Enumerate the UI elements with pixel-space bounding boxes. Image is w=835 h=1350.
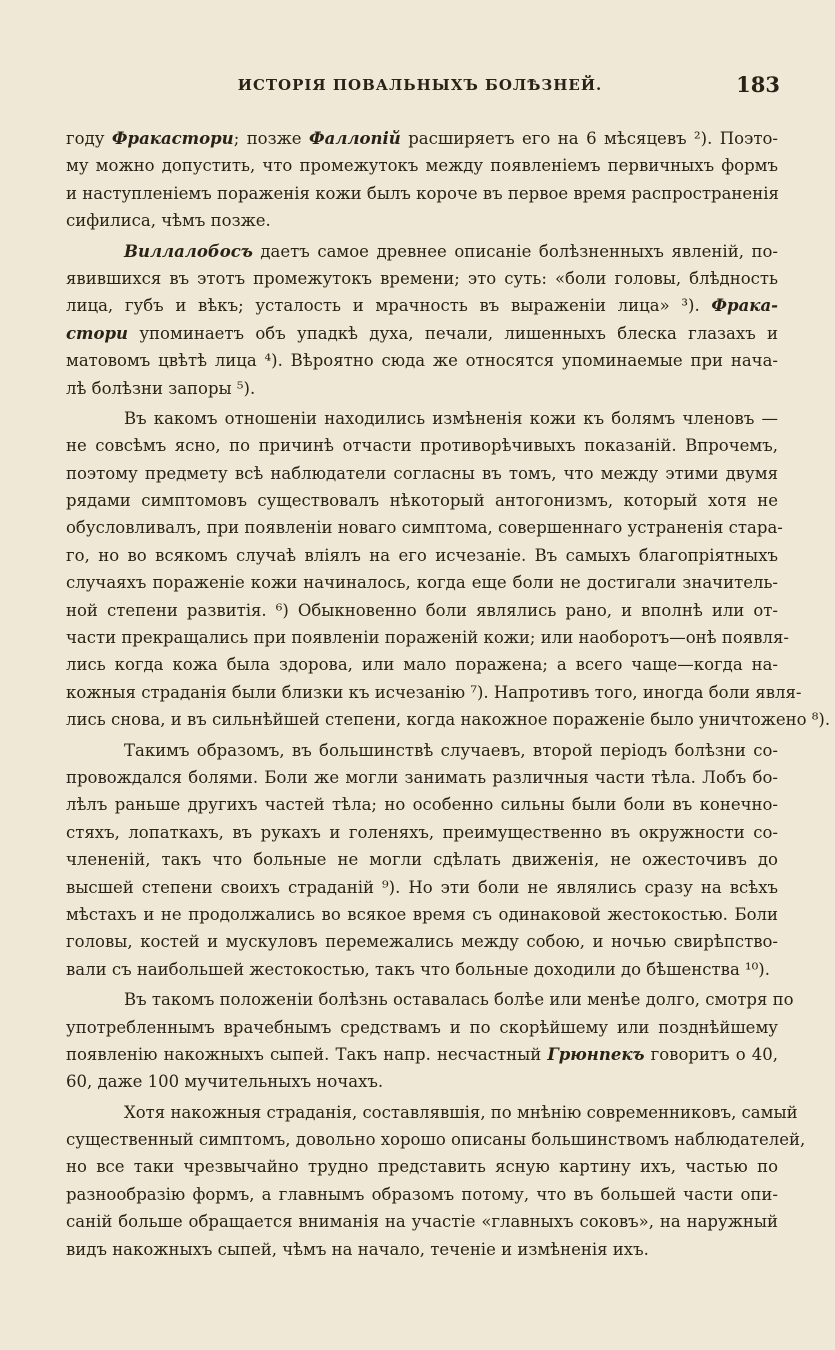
text-line bbox=[66, 375, 778, 402]
text-segment: саній больше обращается вниманія на участіе «главныхъ соковъ», на наружный bbox=[66, 1212, 778, 1232]
text-line bbox=[66, 846, 778, 873]
text-line bbox=[66, 1099, 798, 1126]
text-line bbox=[66, 764, 778, 791]
text-line bbox=[66, 791, 778, 818]
text-segment: лѣлъ раньше другихъ частей тѣла; но особенно сильны были боли въ конечно- bbox=[66, 795, 778, 815]
text-segment: существенный симптомъ, довольно хорошо описаны большинствомъ наблюдателей, bbox=[66, 1130, 806, 1150]
text-line bbox=[66, 238, 778, 265]
person-name: Фрака- bbox=[711, 296, 778, 316]
paragraph bbox=[66, 737, 778, 984]
text-line bbox=[66, 819, 778, 846]
text-segment: явившихся въ этотъ промежутокъ времени; это суть: «боли головы, блѣдность bbox=[66, 268, 778, 288]
text-segment: ной степени развитія. ⁶) Обыкновенно боли являлись рано, и вполнѣ или от- bbox=[66, 600, 778, 620]
text-segment: ; позже bbox=[233, 129, 310, 148]
text-line bbox=[66, 737, 778, 764]
text-line bbox=[66, 569, 778, 596]
text-line bbox=[66, 597, 778, 624]
text-line bbox=[66, 432, 778, 459]
text-line bbox=[66, 265, 778, 292]
text-line bbox=[66, 1041, 778, 1068]
text-line bbox=[66, 679, 802, 706]
text-segment: сифилиса, чѣмъ позже. bbox=[66, 211, 271, 231]
text-line bbox=[66, 487, 778, 514]
text-line bbox=[66, 125, 778, 152]
paragraph bbox=[66, 238, 778, 402]
text-segment: но все таки чрезвычайно трудно представить ясную картину ихъ, частью по bbox=[66, 1157, 778, 1177]
text-line bbox=[66, 207, 778, 234]
text-segment: Въ такомъ положеніи болѣзнь оставалась болѣе или менѣе долго, смотря по bbox=[124, 990, 794, 1010]
text-segment: лись снова, и въ сильнѣйшей степени, когда накожное пораженіе было уничтожено ⁸). bbox=[66, 710, 831, 730]
text-line bbox=[66, 320, 778, 347]
text-line bbox=[66, 180, 778, 207]
text-line bbox=[66, 292, 778, 319]
text-segment: и наступленіемъ пораженія кожи былъ короче въ первое время распространенія bbox=[66, 183, 779, 203]
running-title: ИСТОРІЯ ПОВАЛЬНЫХЪ БОЛѢЗНЕЙ. bbox=[237, 76, 603, 94]
text-segment: вали съ наибольшей жестокостью, такъ что больные доходили до бѣшенства ¹⁰). bbox=[66, 959, 770, 979]
text-segment: не совсѣмъ ясно, по причинѣ отчасти противорѣчивыхъ показаній. Впрочемъ, bbox=[66, 436, 778, 456]
person-name: стори bbox=[66, 323, 129, 343]
text-segment: появленію накожныхъ сыпей. Такъ напр. несчастный bbox=[66, 1044, 548, 1064]
text-segment: го, но во всякомъ случаѣ вліялъ на его исчезаніе. Въ самыхъ благопріятныхъ bbox=[66, 545, 778, 565]
text-segment: году bbox=[66, 129, 112, 148]
text-segment: поэтому предмету всѣ наблюдатели согласны въ томъ, что между этими двумя bbox=[66, 463, 778, 483]
text-segment: лѣ болѣзни запоры ⁵). bbox=[66, 378, 256, 398]
text-line bbox=[66, 542, 778, 569]
text-segment: высшей степени своихъ страданій ⁹). Но эти боли не являлись сразу на всѣхъ bbox=[66, 877, 778, 897]
text-segment: Въ какомъ отношеніи находились измѣненія кожи къ болямъ членовъ — bbox=[124, 408, 778, 428]
text-segment: 60, даже 100 мучительныхъ ночахъ. bbox=[66, 1072, 384, 1092]
text-segment: обусловливалъ, при появленіи новаго симптома, совершеннаго устраненія стара- bbox=[66, 518, 783, 538]
text-segment: говоритъ о 40, bbox=[644, 1044, 779, 1064]
text-line bbox=[66, 1126, 806, 1153]
text-line bbox=[66, 1181, 778, 1208]
text-segment: стяхъ, лопаткахъ, въ рукахъ и голеняхъ, преимущественно въ окружности со- bbox=[66, 822, 778, 842]
text-segment: даетъ самое древнее описаніе болѣзненныхъ явленій, по- bbox=[252, 241, 778, 261]
page-number: 183 bbox=[736, 72, 780, 97]
text-segment: мѣстахъ и не продолжались во всякое время съ одинаковой жестокостью. Боли bbox=[66, 904, 778, 924]
text-line bbox=[66, 874, 778, 901]
text-segment: случаяхъ пораженіе кожи начиналось, когда еще боли не достигали значитель- bbox=[66, 573, 778, 593]
text-line bbox=[66, 624, 789, 651]
text-segment: видъ накожныхъ сыпей, чѣмъ на начало, теченіе и измѣненія ихъ. bbox=[66, 1239, 649, 1259]
person-name: Фракастори bbox=[111, 129, 234, 148]
text-line bbox=[66, 347, 778, 374]
page-header bbox=[60, 72, 780, 106]
body-text bbox=[66, 125, 831, 1266]
paragraph bbox=[66, 405, 831, 734]
text-segment: упоминаетъ объ упадкѣ духа, печали, лишенныхъ блеска глазахъ и bbox=[128, 323, 778, 343]
text-segment: Хотя накожныя страданія, составлявшія, по мнѣнію современниковъ, самый bbox=[124, 1102, 798, 1122]
text-segment: Такимъ образомъ, въ большинствѣ случаевъ, второй періодъ болѣзни со- bbox=[124, 740, 778, 760]
text-segment: члененій, такъ что больные не могли сдѣлать движенія, не ожесточивъ до bbox=[66, 850, 778, 870]
text-line bbox=[66, 460, 778, 487]
text-line bbox=[66, 152, 778, 179]
person-name: Фаллопій bbox=[309, 129, 401, 148]
text-line bbox=[66, 956, 778, 983]
person-name: Грюнпекъ bbox=[547, 1044, 645, 1064]
text-segment: головы, костей и мускуловъ перемежались между собою, и ночью свирѣпство- bbox=[66, 932, 778, 952]
text-segment: провождался болями. Боли же могли занимать различныя части тѣла. Лобъ бо- bbox=[66, 767, 778, 787]
text-segment: лись когда кожа была здорова, или мало поражена; а всего чаще—когда на- bbox=[66, 655, 778, 675]
paragraph bbox=[66, 1099, 806, 1263]
text-segment: расширяетъ его на 6 мѣсяцевъ ²). Поэто- bbox=[400, 129, 778, 148]
paragraph bbox=[66, 125, 778, 235]
text-segment: кожныя страданія были близки къ исчезанію ⁷). Напротивъ того, иногда боли явля- bbox=[66, 682, 802, 702]
paragraph bbox=[66, 986, 794, 1096]
text-line bbox=[66, 706, 831, 733]
text-line bbox=[66, 986, 794, 1013]
text-segment: му можно допустить, что промежутокъ между появленіемъ первичныхъ формъ bbox=[66, 156, 778, 176]
text-segment: матовомъ цвѣтѣ лица ⁴). Вѣроятно сюда же относятся упоминаемые при нача- bbox=[66, 351, 778, 371]
text-segment: употребленнымъ врачебнымъ средствамъ и по скорѣйшему или позднѣйшему bbox=[66, 1017, 778, 1037]
text-line bbox=[66, 928, 778, 955]
text-line bbox=[66, 405, 778, 432]
text-segment: разнообразію формъ, а главнымъ образомъ потому, что въ большей части опи- bbox=[66, 1184, 778, 1204]
text-line bbox=[66, 901, 778, 928]
text-segment: части прекращались при появленіи пораженій кожи; или наоборотъ—онѣ появля- bbox=[66, 628, 789, 648]
text-line bbox=[66, 514, 783, 541]
text-line bbox=[66, 1014, 778, 1041]
text-segment: рядами симптомовъ существовалъ нѣкоторый антогонизмъ, который хотя не bbox=[66, 491, 778, 511]
text-segment: лица, губъ и вѣкъ; усталость и мрачность въ выраженіи лица» ³). bbox=[66, 296, 712, 316]
person-name: Виллалобосъ bbox=[124, 241, 253, 261]
text-line bbox=[66, 1236, 778, 1263]
text-line bbox=[66, 1208, 778, 1235]
text-line bbox=[66, 651, 778, 678]
text-line bbox=[66, 1068, 778, 1095]
text-line bbox=[66, 1153, 778, 1180]
